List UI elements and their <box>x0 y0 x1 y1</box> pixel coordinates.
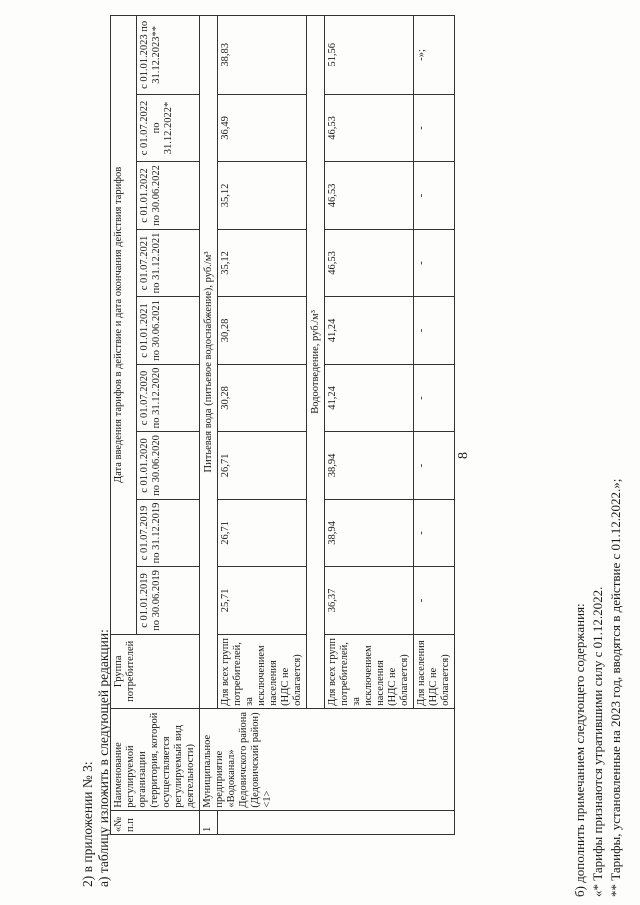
value-cell: - <box>414 432 455 500</box>
value-cell: 38,94 <box>325 432 414 500</box>
value-cell: 46,53 <box>325 162 414 230</box>
footnote-1: «* Тарифы признаются утратившими силу с 01.12.2022. <box>590 586 605 897</box>
value-cell: 36,37 <box>325 567 414 635</box>
value-cell: 30,28 <box>218 297 307 365</box>
value-cell: 26,71 <box>218 432 307 500</box>
value-cell: 25,71 <box>218 567 307 635</box>
value-cell: -»; <box>414 16 455 95</box>
period-header: с 01.07.2022 по 31.12.2022* <box>137 94 200 162</box>
value-cell: - <box>414 499 455 567</box>
intro-line-1: 2) в приложении № 3: <box>80 761 95 887</box>
value-cell: 35,12 <box>218 229 307 297</box>
value-cell: 26,71 <box>218 499 307 567</box>
value-cell: 35,12 <box>218 162 307 230</box>
tariff-table <box>110 15 455 835</box>
page-number: 8 <box>456 452 471 459</box>
header-num: «№ п.п <box>111 810 200 834</box>
value-cell: 38,94 <box>325 499 414 567</box>
period-header: с 01.01.2020 по 30.06.2020 <box>137 432 200 500</box>
header-org: Наименование регулируемой организации (территория, которой осуществляется регулируемый вид деятельности) <box>111 708 200 810</box>
period-header: с 01.01.2023 по 31.12.2023** <box>137 16 200 95</box>
intro-line-2: а) таблицу изложить в следующей редакции: <box>96 629 111 887</box>
header-dates: Дата введения тарифов в действие и дата окончания действия тарифов <box>111 16 137 635</box>
section-drinking-water: Питьевая вода (питьевое водоснабжение), руб./м³ <box>200 16 218 709</box>
period-header: с 01.07.2019 по 31.12.2019 <box>137 499 200 567</box>
value-cell: - <box>414 567 455 635</box>
value-cell: - <box>414 364 455 432</box>
period-header: с 01.07.2020 по 31.12.2020 <box>137 364 200 432</box>
value-cell: 41,24 <box>325 364 414 432</box>
period-header: с 01.07.2021 по 31.12.2021 <box>137 229 200 297</box>
period-header: с 01.01.2022 по 30.06.2022 <box>137 162 200 230</box>
value-cell: 46,53 <box>325 94 414 162</box>
group-cell: Для всех групп потребителей, за исключением населения (НДС не облагается) <box>325 634 414 708</box>
value-cell: - <box>414 162 455 230</box>
group-cell: Для населения (НДС не облагается) <box>414 634 455 708</box>
group-cell: Для всех групп потребителей, за исключением населения (НДС не облагается) <box>218 634 307 708</box>
section-wastewater: Водоотведение, руб./м³ <box>307 16 325 709</box>
value-cell: 41,24 <box>325 297 414 365</box>
value-cell: 30,28 <box>218 364 307 432</box>
period-header: с 01.01.2021 по 30.06.2021 <box>137 297 200 365</box>
period-header: с 01.01.2019 по 30.06.2019 <box>137 567 200 635</box>
value-cell: 38,83 <box>218 16 307 95</box>
header-group: Группа потребителей <box>111 634 200 708</box>
value-cell: 36,49 <box>218 94 307 162</box>
value-cell: 51,56 <box>325 16 414 95</box>
footnote-2: ** Тарифы, установленные на 2023 год, вводятся в действие с 01.12.2022.»; <box>608 478 623 897</box>
footnote-intro: б) дополнить примечанием следующего содержания: <box>572 603 587 897</box>
value-cell: - <box>414 297 455 365</box>
num-spacer <box>218 810 455 834</box>
value-cell: - <box>414 94 455 162</box>
value-cell: 46,53 <box>325 229 414 297</box>
value-cell: - <box>414 229 455 297</box>
organization-name: Муниципальное предприятие «Водоканал» Дедовичского района (Дедовичский район) <1> <box>200 708 455 810</box>
row-number: 1 <box>200 810 218 834</box>
